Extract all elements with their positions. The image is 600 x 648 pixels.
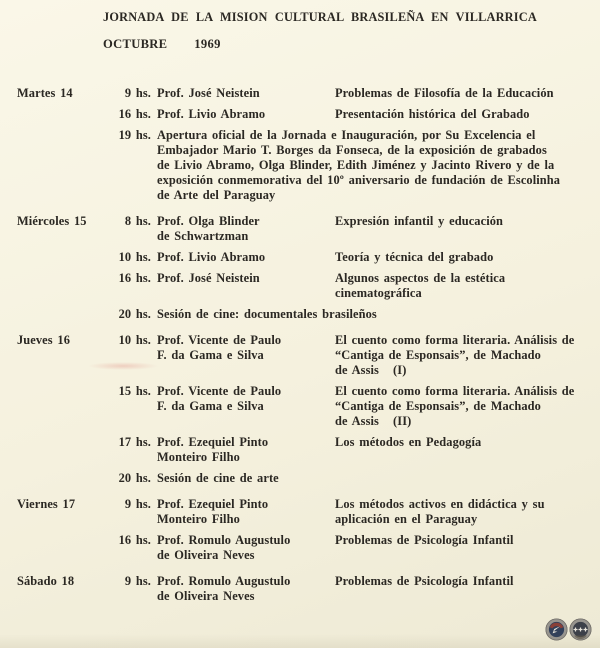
time-label: 19 hs. [118,128,151,142]
speaker-name: Prof. Romulo Augustulo de Oliveira Neves [157,574,291,603]
topic-text: Problemas de Filosofía de la Educación [335,86,554,100]
scan-edge-shade [0,634,600,648]
document-header [0,0,600,52]
schedule-row [17,574,600,604]
schedule-row [17,214,600,244]
topic-text: Algunos aspectos de la estética cinematográfica [335,271,506,300]
schedule-row [17,307,600,322]
stamps [545,618,595,642]
schedule-row [17,384,600,429]
time-label: 16 hs. [118,533,151,547]
topic-text: Problemas de Psicología Infantil [335,574,514,588]
topic-text: Los métodos activos en didáctica y su aplicación en el Paraguay [335,497,545,526]
speaker-name: Prof. Olga Blinder de Schwartzman [157,214,260,243]
day-section [17,497,600,563]
schedule [0,86,600,604]
day-label: Viernes 17 [17,497,76,511]
arrow-seal-icon[interactable] [545,618,568,641]
time-label: 20 hs. [118,471,151,485]
topic-text: Teoría y técnica del grabado [335,250,494,264]
time-label: 15 hs. [118,384,151,398]
triple-plus-seal-icon[interactable] [569,618,592,641]
schedule-row [17,250,600,265]
day-label: Sábado 18 [17,574,75,588]
time-label: 10 hs. [118,250,151,264]
speaker-name: Prof. Vicente de Paulo F. da Gama e Silva [157,384,282,413]
schedule-row [17,533,600,563]
time-label: 16 hs. [118,271,151,285]
day-section [17,333,600,486]
day-section [17,214,600,322]
page-title: JORNADA DE LA MISION CULTURAL BRASILEÑA EN VILLARRICA [103,10,537,24]
day-section [17,574,600,604]
speaker-name: Prof. José Neistein [157,271,260,285]
schedule-row [17,471,600,486]
event-description: Apertura oficial de la Jornada e Inauguración, por Su Excelencia el Embajador Mario T. Borges da Fonseca, de la exposición de grabados de Livio Abramo, Olga Blinder, Edith Jiménez y Jacinto Rivero y de la exposición conmemorativa del 10º aniversario de fundación de Escolinha de Arte del Paraguay [157,128,561,202]
topic-text: Presentación histórica del Grabado [335,107,530,121]
page-subtitle: OCTUBRE 1969 [103,37,221,51]
speaker-name: Prof. Ezequiel Pinto Monteiro Filho [157,497,269,526]
speaker-name: Prof. Vicente de Paulo F. da Gama e Silva [157,333,282,362]
event-description: Sesión de cine de arte [157,471,279,485]
topic-text: Problemas de Psicología Infantil [335,533,514,547]
time-label: 20 hs. [118,307,151,321]
speaker-name: Prof. Ezequiel Pinto Monteiro Filho [157,435,269,464]
topic-text: Expresión infantil y educación [335,214,504,228]
time-label: 9 hs. [124,86,151,100]
schedule-row [17,107,600,122]
speaker-name: Prof. Livio Abramo [157,250,266,264]
day-section [17,86,600,203]
topic-text: El cuento como forma literaria. Análisis de “Cantiga de Esponsais”, de Machado de Assis (I) [335,333,575,377]
schedule-row [17,271,600,301]
schedule-row [17,128,600,203]
time-label: 9 hs. [124,574,151,588]
day-label: Miércoles 15 [17,214,87,228]
schedule-row [17,497,600,527]
time-label: 10 hs. [118,333,151,347]
schedule-row [17,435,600,465]
schedule-row [17,86,600,101]
time-label: 17 hs. [118,435,151,449]
day-label: Martes 14 [17,86,73,100]
time-label: 8 hs. [124,214,151,228]
speaker-name: Prof. Romulo Augustulo de Oliveira Neves [157,533,291,562]
topic-text: El cuento como forma literaria. Análisis de “Cantiga de Esponsais”, de Machado de Assis (II) [335,384,575,428]
speaker-name: Prof. José Neistein [157,86,260,100]
day-label: Jueves 16 [17,333,70,347]
event-description: Sesión de cine: documentales brasileños [157,307,377,321]
schedule-row [17,333,600,378]
speaker-name: Prof. Livio Abramo [157,107,266,121]
time-label: 9 hs. [124,497,151,511]
topic-text: Los métodos en Pedagogía [335,435,482,449]
time-label: 16 hs. [118,107,151,121]
